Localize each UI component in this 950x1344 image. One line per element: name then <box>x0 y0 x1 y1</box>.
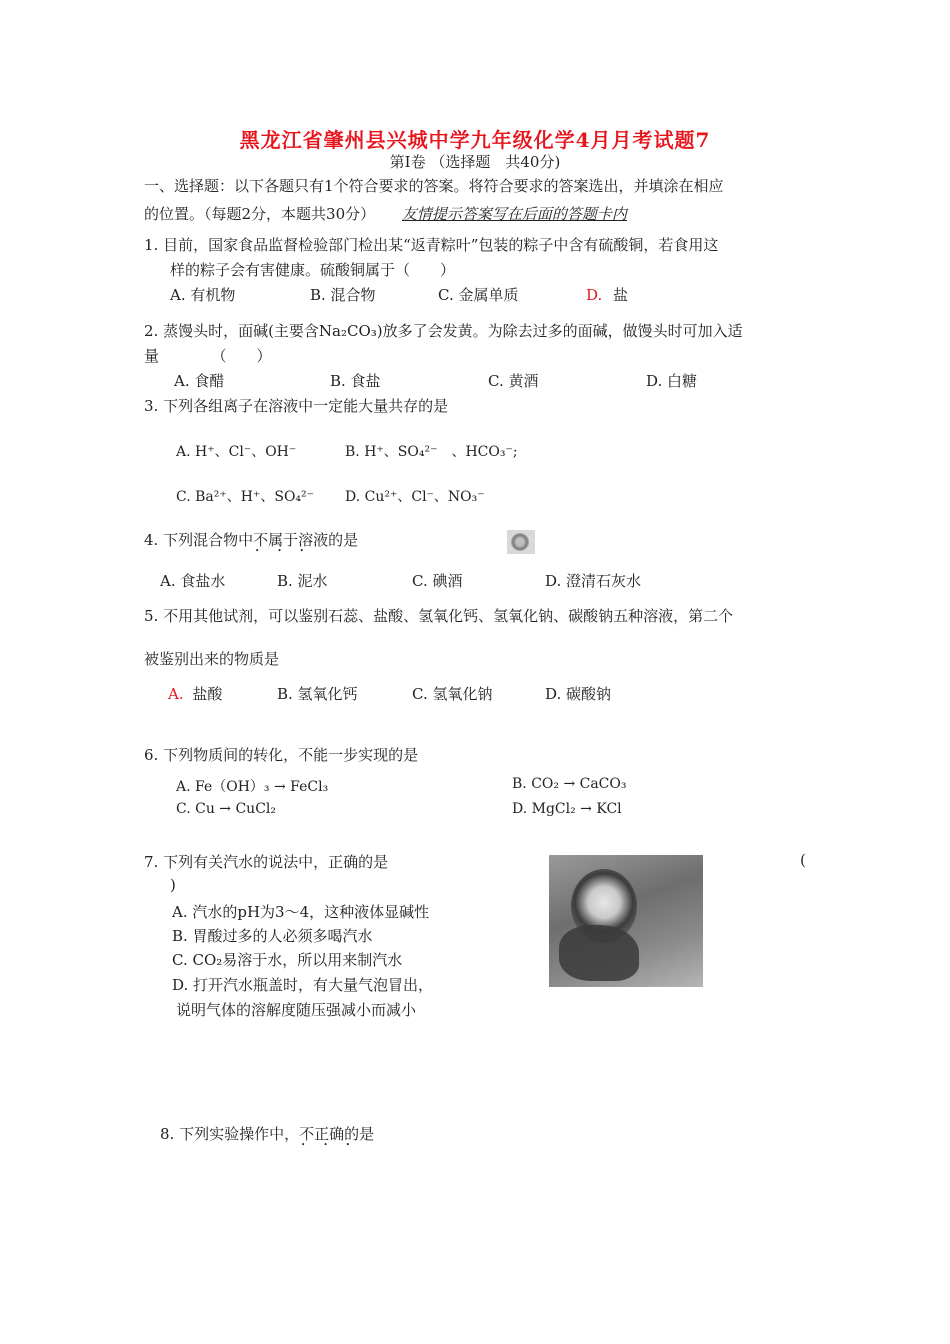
q4-option-c: C. 碘酒 <box>412 572 463 590</box>
q5-option-a-text: 盐酸 <box>192 685 223 703</box>
q1-option-d <box>586 284 628 305</box>
q1-option-b: B. 混合物 <box>310 286 376 304</box>
q3-option-a: A. H⁺、Cl⁻、OH⁻ <box>176 444 297 460</box>
document-title: 黑龙江省肇州县兴城中学九年级化学4月月考试题7 <box>239 128 711 152</box>
q5-option-a <box>168 683 222 704</box>
q3-option-d: D. Cu²⁺、Cl⁻、NO₃⁻ <box>345 489 485 505</box>
q1-option-c: C. 金属单质 <box>438 286 519 304</box>
q4-option-d: D. 澄清石灰水 <box>545 572 642 590</box>
q4-option-b: B. 泥水 <box>277 572 328 590</box>
q1-option-a: A. 有机物 <box>170 286 236 304</box>
q5-option-d: D. 碳酸钠 <box>545 685 612 703</box>
q7-option-d-line1: D. 打开汽水瓶盖时，有大量气泡冒出， <box>172 976 434 994</box>
q4-option-a: A. 食盐水 <box>160 572 226 590</box>
q4-stem-pre: 4. 下列混合物中 <box>144 531 254 549</box>
q5-stem-line2: 被鉴别出来的物质是 <box>144 650 280 668</box>
q4-figure-image <box>507 530 535 554</box>
q1-option-d-text: 盐 <box>613 286 629 304</box>
q4-stem-post: 溶液的是 <box>298 531 359 549</box>
q8-stem-emphasis: 不正确 • • • <box>299 1125 344 1143</box>
q1-stem-line2: 样的粽子会有害健康。硫酸铜属于（ ） <box>170 261 456 279</box>
q7-option-b: B. 胃酸过多的人必须多喝汽水 <box>172 927 373 945</box>
q7-stem: 7. 下列有关汽水的说法中，正确的是 <box>144 853 389 871</box>
q1-stem-line1: 1. 目前，国家食品监督检验部门检出某“返青粽叶”包装的粽子中含有硫酸铜，若食用这 <box>144 236 719 254</box>
q6-option-c: C. Cu → CuCl₂ <box>176 801 277 817</box>
q2-stem-line2: 量 （ ） <box>144 347 272 365</box>
q7-answer-paren-open: ( <box>800 851 806 869</box>
q8-stem <box>160 1123 374 1144</box>
q1-option-d-letter: D. <box>586 286 603 304</box>
q2-option-d: D. 白糖 <box>646 372 698 390</box>
q8-stem-post: 的是 <box>344 1125 375 1143</box>
q7-option-d-line2: 说明气体的溶解度随压强减小而减小 <box>176 1001 417 1019</box>
q5-stem-line1: 5. 不用其他试剂，可以鉴别石蕊、盐酸、氢氧化钙、氢氧化钠、碳酸钠五种溶液，第二个 <box>144 607 734 625</box>
q6-option-d: D. MgCl₂ → KCl <box>512 801 622 817</box>
q6-option-b: B. CO₂ → CaCO₃ <box>512 776 627 792</box>
section-subtitle: 第Ⅰ卷 （选择题 共40分) <box>389 153 561 171</box>
q2-option-c: C. 黄酒 <box>488 372 539 390</box>
q2-option-b: B. 食盐 <box>330 372 381 390</box>
q4-stem-emphasis: 不属于 • • • <box>253 531 298 549</box>
q5-option-a-letter: A. <box>168 685 184 703</box>
q7-soda-can-photo <box>549 855 703 987</box>
q7-option-a: A. 汽水的pH为3～4，这种液体显碱性 <box>172 903 430 921</box>
q8-stem-pre: 8. 下列实验操作中， <box>160 1125 300 1143</box>
q6-option-a: A. Fe（OH）₃ → FeCl₃ <box>176 779 329 795</box>
q5-option-b: B. 氢氧化钙 <box>277 685 358 703</box>
q7-option-c: C. CO₂易溶于水，所以用来制汽水 <box>172 951 403 969</box>
q2-option-a: A. 食醋 <box>174 372 225 390</box>
q3-option-c: C. Ba²⁺、H⁺、SO₄²⁻ <box>176 489 315 505</box>
section1-instructions-line2 <box>144 203 627 224</box>
q2-stem-line1: 2. 蒸馒头时，面碱(主要含Na₂CO₃)放多了会发黄。为除去过多的面碱，做馒头时可加入适 <box>144 322 743 340</box>
section1-instructions-line1: 一、选择题：以下各题只有1个符合要求的答案。将符合要求的答案选出，并填涂在相应 <box>144 177 724 195</box>
answer-card-hint: 友情提示答案写在后面的答题卡内 <box>401 205 627 223</box>
q3-option-b: B. H⁺、SO₄²⁻ 、HCO₃⁻; <box>345 444 518 460</box>
q5-option-c: C. 氢氧化钠 <box>412 685 493 703</box>
section1-instructions-score: 的位置。（每题2分，本题共30分） <box>144 205 376 223</box>
q4-stem <box>144 529 358 550</box>
q7-answer-paren-close: ) <box>170 876 176 894</box>
q3-stem: 3. 下列各组离子在溶液中一定能大量共存的是 <box>144 397 449 415</box>
q6-stem: 6. 下列物质间的转化，不能一步实现的是 <box>144 746 419 764</box>
